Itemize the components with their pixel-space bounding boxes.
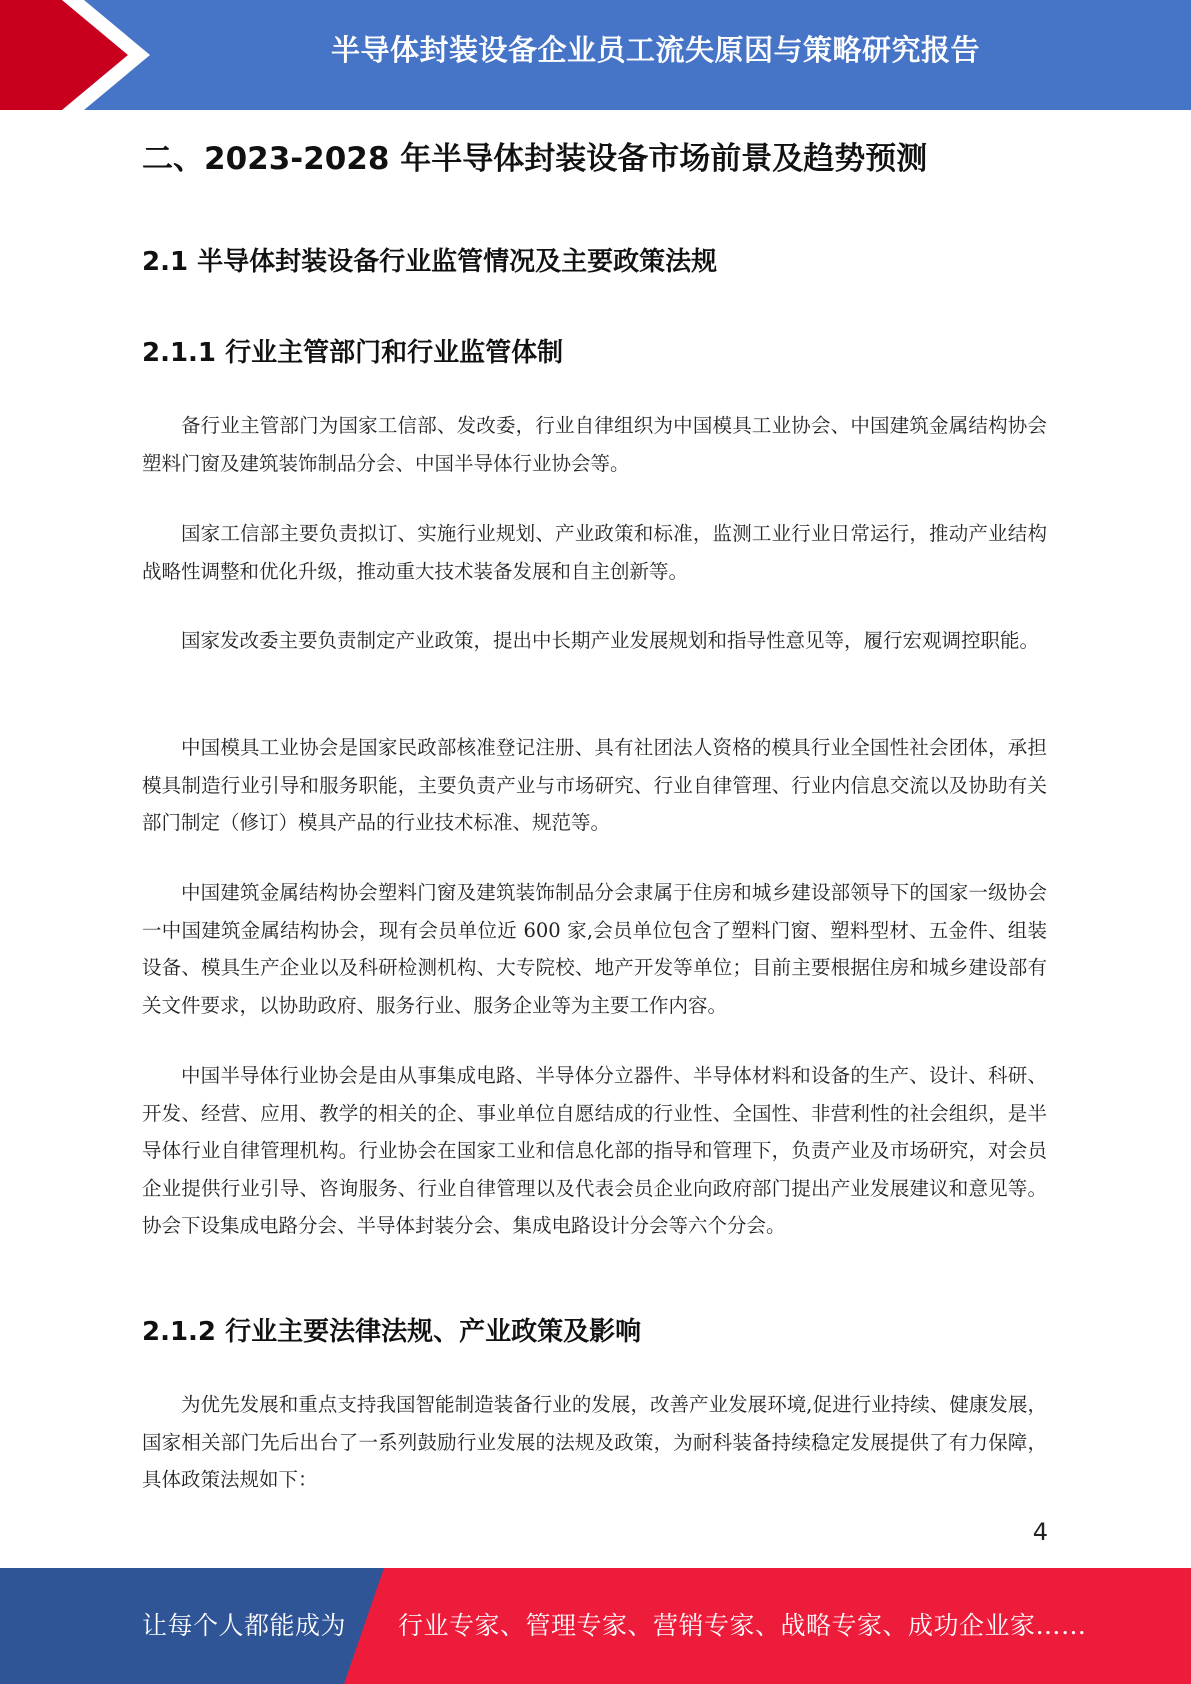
paragraph-ndrc: 国家发改委主要负责制定产业政策，提出中长期产业发展规划和指导性意见等，履行宏观调控职能。: [181, 629, 1040, 652]
paragraph-die-mould-association: 中国模具工业协会是国家民政部核准登记注册、具有社团法人资格的模具行业全国性社会团体，承担模具制造行业引导和服务职能，主要负责产业与市场研究、行业自律管理、行业内信息交流以及协助有关部门制定（修订）模具产品的行业技术标准、规范等。: [142, 736, 1047, 834]
subsubsection-heading-laws: 2.1.2 行业主要法律法规、产业政策及影响: [142, 1317, 642, 1347]
header-banner: [0, 0, 1191, 110]
paragraph-policy-support: 为优先发展和重点支持我国智能制造装备行业的发展，改善产业发展环境,促进行业持续、健康发展，国家相关部门先后出台了一系列鼓励行业发展的法规及政策，为耐科装备持续稳定发展提供了有力保障，具体政策法规如下：: [142, 1393, 1047, 1491]
subsection-heading: 2.1 半导体封装设备行业监管情况及主要政策法规: [142, 247, 718, 277]
footer-slogan-right: 行业专家、管理专家、营销专家、战略专家、成功企业家……: [398, 1611, 1087, 1640]
page-number: 4: [1032, 1518, 1048, 1546]
paragraph-miit: 国家工信部主要负责拟订、实施行业规划、产业政策和标准，监测工业行业日常运行，推动产业结构战略性调整和优化升级，推动重大技术装备发展和自主创新等。: [142, 522, 1047, 583]
section-heading: 二、2023-2028 年半导体封装设备市场前景及趋势预测: [142, 141, 928, 177]
paragraph-plastic-window-branch: 中国建筑金属结构协会塑料门窗及建筑装饰制品分会隶属于住房和城乡建设部领导下的国家一级协会一中国建筑金属结构协会，现有会员单位近 600 家,会员单位包含了塑料门窗、塑料型材、五金件、组装设备、模具生产企业以及科研检测机构、大专院校、地产开发等单位；目前主要根据住房和城乡建设部有关文件要求，以协助政府、服务行业、服务企业等为主要工作内容。: [142, 881, 1047, 1017]
paragraph-regulators-overview: 备行业主管部门为国家工信部、发改委，行业自律组织为中国模具工业协会、中国建筑金属结构协会塑料门窗及建筑装饰制品分会、中国半导体行业协会等。: [142, 414, 1047, 475]
footer-slogan-left: 让每个人都能成为: [142, 1611, 347, 1640]
header-chevron-decoration: [0, 0, 150, 110]
footer-banner: [0, 1568, 1191, 1684]
paragraph-semiconductor-association: 中国半导体行业协会是由从事集成电路、半导体分立器件、半导体材料和设备的生产、设计、科研、开发、经营、应用、教学的相关的企、事业单位自愿结成的行业性、全国性、非营利性的社会组织，是半导体行业自律管理机构。行业协会在国家工业和信息化部的指导和管理下，负责产业及市场研究，对会员企业提供行业引导、咨询服务、行业自律管理以及代表会员企业向政府部门提出产业发展建议和意见等。协会下设集成电路分会、半导体封装分会、集成电路设计分会等六个分会。: [142, 1064, 1047, 1237]
subsubsection-heading-regulators: 2.1.1 行业主管部门和行业监管体制: [142, 338, 564, 368]
report-title: 半导体封装设备企业员工流失原因与策略研究报告: [330, 33, 980, 67]
